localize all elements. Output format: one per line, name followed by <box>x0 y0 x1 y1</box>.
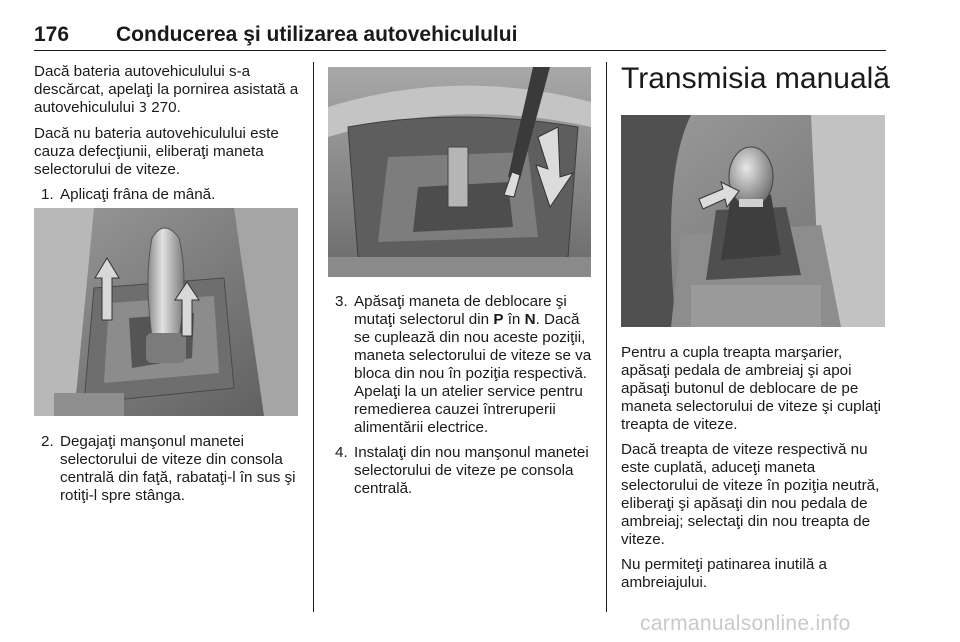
step-4 <box>328 444 594 498</box>
step-text: Aplicaţi frâna de mână. <box>60 186 216 203</box>
watermark: carmanualsonline.info <box>640 612 851 635</box>
column-divider-2 <box>606 62 607 612</box>
step-number: 2. <box>41 433 54 450</box>
step-number: 3. <box>335 293 348 310</box>
column-1-top <box>34 63 302 211</box>
header-rule <box>34 50 886 51</box>
page-header <box>34 23 886 51</box>
step-text: Instalaţi din nou manşonul manetei selectorului de viteze pe consola centrală. <box>354 444 589 497</box>
page-reference-icon: 3 <box>138 101 147 116</box>
step-2 <box>34 433 302 505</box>
page-reference[interactable]: 270. <box>151 99 181 116</box>
step-3: 3. Apăsaţi maneta de deblocare şi mutaţi selectorul din P în N. Dacă se cuplează din nou aceste poziţii, maneta selectorului de viteze se va bloca din nou în poziţia respectivă. Apelaţi la un atelier service pentru remedierea cauzei întreruperii alimentării electrice. <box>335 293 592 436</box>
step-text: Degajaţi manşonul manetei selectorului de viteze din consola centrală din faţă, rabataţi-l în sus şi rotiţi-l spre stânga. <box>60 433 296 504</box>
chapter-title: Conducerea şi utilizarea autovehiculului <box>116 23 518 46</box>
position-p: P <box>493 311 504 328</box>
step-1 <box>34 186 302 204</box>
selector-lever-illustration <box>34 208 298 416</box>
position-n: N <box>524 311 536 328</box>
column-divider-1 <box>313 62 314 612</box>
column-3 <box>621 344 887 599</box>
reverse-gear-paragraph: Pentru a cupla treapta marşarier, apăsaţi pedala de ambreiaj şi apoi apăsaţi butonul de deblocare de pe maneta selectorului de viteze şi cuplaţi treapta de viteze. <box>621 344 882 433</box>
column-2 <box>328 293 594 505</box>
step-number: 4. <box>335 444 348 461</box>
step-number: 1. <box>41 186 54 203</box>
gear-not-engaged-paragraph: Dacă treapta de viteze respectivă nu este cuplată, aduceţi maneta selectorului de viteze în poziţia neutră, eliberaţi şi apăsaţi din nou pedala de ambreiaj; selectaţi din nou treapta de viteze. <box>621 441 880 548</box>
manual-gearshift-illustration <box>621 115 885 327</box>
battery-paragraph: Dacă bateria autovehiculului s-a descărcat, apelaţi la pornirea asistată a autovehiculului 3 270. <box>34 63 299 116</box>
column-1-bottom <box>34 433 302 512</box>
release-paragraph: Dacă nu bateria autovehiculului este cauza defecţiunii, eliberaţi maneta selectorului de viteze. <box>34 125 279 178</box>
clutch-slip-paragraph: Nu permiteţi patinarea inutilă a ambreiajului. <box>621 556 827 591</box>
section-heading: Transmisia manuală <box>621 62 890 95</box>
release-lever-illustration <box>328 67 591 277</box>
page-number: 176 <box>34 23 70 46</box>
